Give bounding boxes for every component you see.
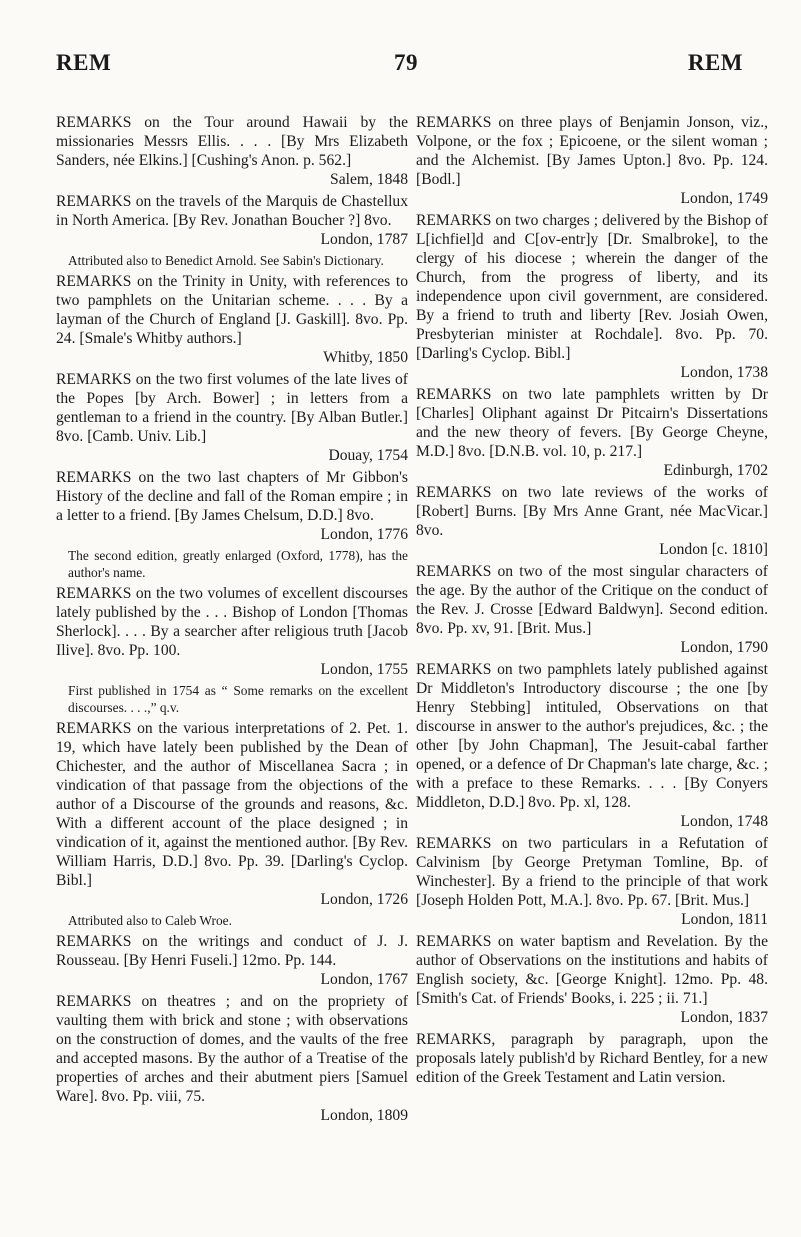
entry-imprint: London, 1776 (320, 526, 408, 543)
entry-text: REMARKS on two charges ; delivered by the Bishop of L[ichfiel]d and C[ov-entr]y [Dr. Smalbroke], to the clergy of his diocese ; wherein the danger of the Church, from the progress of liberty, and its independence upon civil government, are considered. By a friend to truth and liberty [Rev. Josiah Owen, Presbyterian minister at Rochdale]. 8vo. Pp. 70. [Darling's Cyclop. Bibl.] (416, 212, 768, 362)
entry-text: REMARKS on the two volumes of excellent discourses lately published by the . . . Bishop of London [Thomas Sherlock]. . . . By a searcher after religious truth [Jacob Ilive]. 8vo. Pp. 100. (56, 585, 408, 659)
entry-imprint: Douay, 1754 (328, 447, 408, 464)
entry-text: REMARKS, paragraph by paragraph, upon the proposals lately publish'd by Richard Bentley, for a new edition of the Greek Testament and Latin version. (416, 1031, 768, 1086)
entry-note: First published in 1754 as “ Some remarks on the excellent discourses. . . .,” q.v. (68, 683, 408, 715)
entry-text: REMARKS on the Tour around Hawaii by the missionaries Messrs Ellis. . . . [By Mrs Elizabeth Sanders, née Elkins.] [Cushing's Anon. p. 562.] (56, 114, 408, 169)
catalog-entry (416, 1030, 768, 1087)
entry-text: REMARKS on two late pamphlets written by Dr [Charles] Oliphant against Dr Pitcairn's Dissertations and the new theory of fevers. [By George Cheyne, M.D.] 8vo. [D.N.B. vol. 10, p. 217.] (416, 386, 768, 460)
catalog-entry (56, 272, 408, 367)
catalog-entry (56, 932, 408, 989)
entry-imprint: London, 1811 (681, 911, 768, 928)
catalog-entry (56, 192, 408, 249)
running-header (0, 50, 801, 80)
entry-imprint: London, 1748 (680, 813, 768, 830)
entry-imprint: London, 1787 (320, 231, 408, 248)
entry-imprint: London, 1749 (680, 190, 768, 207)
catalog-entry (416, 562, 768, 657)
entry-text: REMARKS on two of the most singular characters of the age. By the author of the Critique on the conduct of the Rev. J. Crosse [Edward Baldwyn]. Second edition. 8vo. Pp. xv, 91. [Brit. Mus.] (416, 563, 768, 637)
entry-imprint: London [c. 1810] (659, 541, 768, 558)
catalog-entry (56, 584, 408, 679)
entry-text: REMARKS on the two last chapters of Mr Gibbon's History of the decline and fall of the Roman empire ; in a letter to a friend. [By James Chelsum, D.D.] 8vo. (56, 469, 408, 524)
entry-text: REMARKS on two late reviews of the works of [Robert] Burns. [By Mrs Anne Grant, née MacVicar.] 8vo. (416, 484, 768, 539)
entry-imprint: London, 1837 (680, 1009, 768, 1026)
entry-imprint: London, 1809 (320, 1107, 408, 1124)
catalog-entry (416, 483, 768, 559)
catalog-entry (416, 385, 768, 480)
catalog-entry (416, 211, 768, 382)
page-number: 79 (394, 50, 418, 75)
entry-text: REMARKS on the various interpretations of 2. Pet. 1. 19, which have lately been published by the Dean of Chichester, and the author of Miscellanea Sacra ; in vindication of that passage from the objections of the author of a Discourse of the grounds and reasons, &c. With a different account of the place designed ; in vindication of it, against the mentioned author. [By Rev. William Harris, D.D.] 8vo. Pp. 39. [Darling's Cyclop. Bibl.] (56, 720, 408, 889)
catalog-entry (416, 113, 768, 208)
entry-imprint: Whitby, 1850 (323, 349, 408, 366)
entry-imprint: London, 1790 (680, 639, 768, 656)
catalog-entry (416, 834, 768, 929)
entry-text: REMARKS on three plays of Benjamin Jonson, viz., Volpone, or the fox ; Epicoene, or the silent woman ; and the Alchemist. [By James Upton.] 8vo. Pp. 124. [Bodl.] (416, 114, 768, 188)
entry-note: Attributed also to Benedict Arnold. See Sabin's Dictionary. (68, 253, 384, 268)
catalog-entry (56, 370, 408, 465)
catalog-entry (56, 113, 408, 189)
entry-text: REMARKS on water baptism and Revelation. By the author of Observations on the institutions and habits of English society, &c. [George Knight]. 12mo. Pp. 48. [Smith's Cat. of Friends' Books, i. 225 ; ii. 71.] (416, 933, 768, 1007)
entry-text: REMARKS on the Trinity in Unity, with references to two pamphlets on the Unitarian scheme. . . . By a layman of the Church of England [J. Gaskill]. 8vo. Pp. 24. [Smale's Whitby authors.] (56, 273, 408, 347)
entry-text: REMARKS on two particulars in a Refutation of Calvinism [by George Pretyman Tomline, Bp. of Winchester]. By a friend to the principle of that work [Joseph Holden Pott, M.A.]. 8vo. Pp. 67. [Brit. Mus.] (416, 835, 768, 909)
entry-imprint: London, 1767 (320, 971, 408, 988)
catalog-entry (56, 992, 408, 1125)
entry-note: Attributed also to Caleb Wroe. (68, 913, 232, 928)
entry-imprint: Salem, 1848 (330, 171, 408, 188)
entry-text: REMARKS on the travels of the Marquis de Chastellux in North America. [By Rev. Jonathan Boucher ?] 8vo. (56, 193, 408, 229)
entry-text: REMARKS on two pamphlets lately published against Dr Middleton's Introductory discourse ; the one [by Henry Stebbing] intituled, Observations on that discourse in answer to the author's prejudices, &c. ; the other [by John Chapman], The Jesuit-cabal farther opened, or a defence of Dr Chapman's late charge, &c. ; with a preface to these Remarks. . . . [By Conyers Middleton, D.D.] 8vo. Pp. xl, 128. (416, 661, 768, 811)
catalog-entry (56, 468, 408, 544)
left-column (56, 113, 408, 1128)
catalog-entry (56, 719, 408, 909)
entry-imprint: London, 1755 (320, 661, 408, 678)
catalog-entry (416, 660, 768, 831)
entry-text: REMARKS on theatres ; and on the propriety of vaulting them with brick and stone ; with observations on the construction of domes, and the vaults of the free and accepted masons. By the author of a Treatise of the properties of arches and their abutment piers [Samuel Ware]. 8vo. Pp. viii, 75. (56, 993, 408, 1105)
header-left: REM (56, 50, 112, 75)
entry-note: The second edition, greatly enlarged (Oxford, 1778), has the author's name. (68, 548, 408, 580)
entry-imprint: London, 1738 (680, 364, 768, 381)
entry-imprint: Edinburgh, 1702 (663, 462, 768, 479)
right-column (416, 113, 768, 1090)
header-right: REM (687, 50, 743, 75)
catalog-entry (416, 932, 768, 1027)
entry-text: REMARKS on the two first volumes of the late lives of the Popes [by Arch. Bower] ; in letters from a gentleman to a friend in the country. [By Alban Butler.] 8vo. [Camb. Univ. Lib.] (56, 371, 408, 445)
entry-text: REMARKS on the writings and conduct of J. J. Rousseau. [By Henri Fuseli.] 12mo. Pp. 144. (56, 933, 408, 969)
entry-imprint: London, 1726 (320, 891, 408, 908)
